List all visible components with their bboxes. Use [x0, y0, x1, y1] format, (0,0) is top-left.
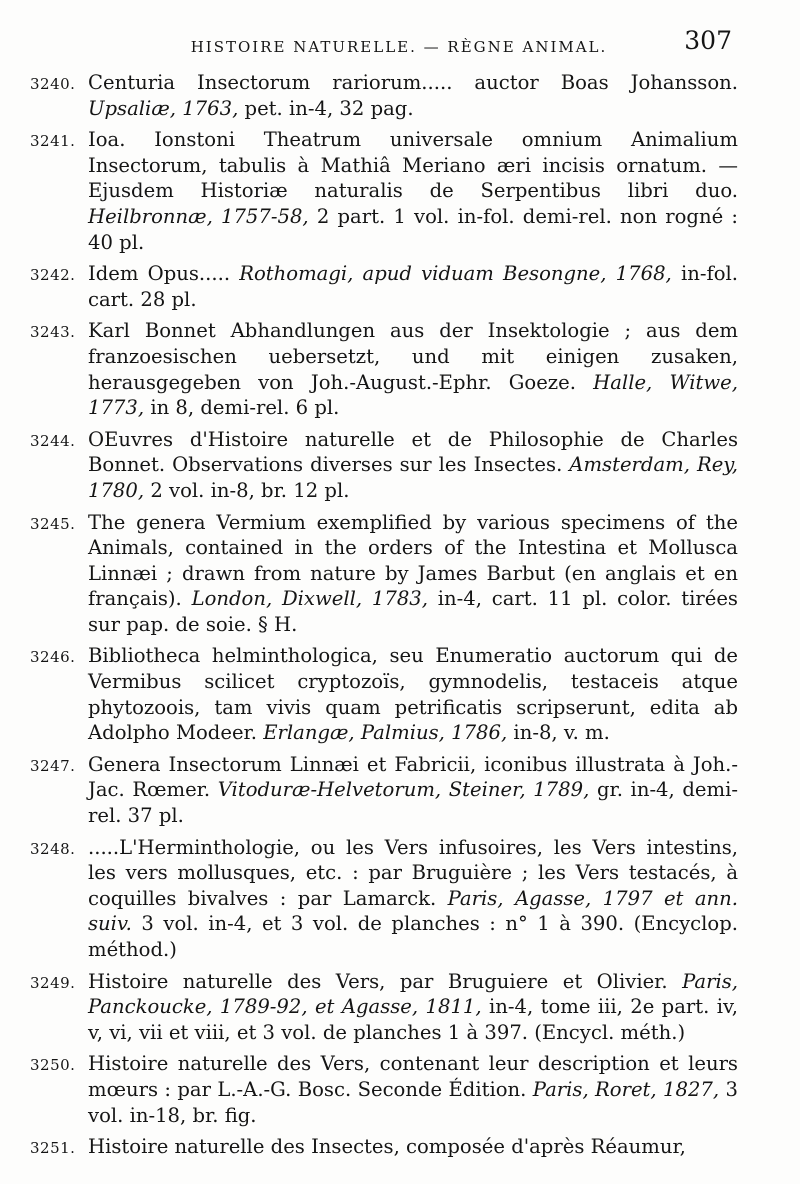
entry-format: in-fol. cart. 28 pl. — [88, 262, 738, 311]
catalogue-entry — [30, 643, 738, 745]
catalogue-entry — [30, 127, 738, 255]
entry-imprint: Halle, Witwe, 1773, — [88, 370, 739, 420]
catalogue-entry — [30, 1051, 738, 1128]
entry-number: 3241. — [30, 132, 76, 151]
catalogue-entry — [30, 70, 738, 121]
entry-text — [60, 1134, 738, 1160]
running-head — [60, 26, 738, 64]
catalogue-entry — [30, 318, 739, 420]
entry-format: gr. in-4, demi-rel. 37 pl. — [88, 778, 738, 828]
entry-imprint: Paris, Roret, 1827, — [532, 1077, 720, 1101]
entry-text — [60, 127, 738, 255]
entry-imprint: Paris, Panckoucke, 1789-92, et Agasse, 1811, — [88, 969, 738, 1019]
entry-title: Histoire naturelle des Vers, contenant leur description et leurs mœurs : par L.-A.-G. Bosc. Seconde Édition. — [88, 1052, 738, 1101]
entry-number: 3240. — [30, 75, 76, 93]
entry-number: 3246. — [30, 648, 76, 667]
entry-text — [60, 70, 738, 121]
entry-number: 3247. — [30, 756, 76, 775]
entry-number: 3243. — [30, 323, 76, 342]
entry-imprint: London, Dixwell, 1783, — [191, 587, 428, 611]
catalogue-entry — [30, 969, 739, 1046]
entry-text — [60, 835, 738, 963]
entry-number: 3249. — [30, 973, 76, 992]
entry-title: OEuvres d'Histoire naturelle et de Philosophie de Charles Bonnet. Observations diverses sur les Insectes. — [88, 427, 738, 477]
entry-imprint: Paris, Agasse, 1797 et ann. suiv. — [88, 886, 738, 936]
catalogue-entry — [30, 261, 738, 312]
entry-number: 3245. — [30, 514, 76, 533]
entry-text — [60, 969, 738, 1046]
catalogue-entry — [30, 835, 738, 963]
entry-title: Idem Opus..... — [88, 262, 240, 286]
entry-number: 3250. — [30, 1056, 76, 1075]
catalogue-entry — [30, 427, 738, 504]
entry-text — [60, 1051, 738, 1128]
entry-imprint: Heilbronnæ, 1757-58, — [88, 204, 309, 228]
entry-imprint: Erlangæ, Palmius, 1786, — [263, 721, 508, 745]
entry-format: in-4, cart. 11 pl. color. tirées sur pap. de soie. § H. — [88, 587, 738, 636]
entry-title: The genera Vermium exemplified by various specimens of the Animals, contained in the orders of the Intestina et Mollusca Linnæi ; drawn from nature by James Barbut (en anglais et en français). — [88, 510, 738, 611]
entry-number: 3248. — [30, 839, 76, 858]
catalogue-entries — [30, 70, 739, 1160]
entry-number: 3244. — [30, 431, 76, 450]
entry-imprint: Rothomagi, apud viduam Besongne, 1768, — [239, 262, 672, 286]
entry-text — [60, 261, 738, 312]
page-number: 307 — [684, 26, 732, 55]
entry-format: in-8, v. m. — [507, 721, 610, 745]
entry-title: Karl Bonnet Abhandlungen aus der Insektologie ; aus dem franzoesischen uebersetzt, und mit einigen zusaken, herausgegeben von Joh.-August.-Ephr. Goeze. — [88, 319, 738, 394]
entry-format: pet. in-4, 32 pag. — [238, 96, 414, 120]
entry-title: Ioa. Ionstoni Theatrum universale omnium Animalium Insectorum, tabulis à Mathiâ Meriano æri incisis ornatum. — Ejusdem Historiæ naturalis de Serpentibus libri duo. — [88, 128, 738, 203]
catalogue-entry — [30, 752, 738, 829]
entry-text — [60, 510, 738, 638]
entry-format: 2 part. 1 vol. in-fol. demi-rel. non rogné : 40 pl. — [88, 204, 738, 254]
catalogue-entry — [30, 510, 738, 638]
entry-title: Histoire naturelle des Vers, par Bruguiere et Olivier. — [88, 969, 683, 993]
entry-format: 3 vol. in-4, et 3 vol. de planches : n° 1 à 390. (Encyclop. méthod.) — [88, 912, 738, 961]
running-title: HISTOIRE NATURELLE. — RÈGNE ANIMAL. — [190, 38, 608, 56]
entry-title: Histoire naturelle des Insectes, composée d'après Réaumur, — [88, 1135, 686, 1159]
entry-format: 3 vol. in-18, br. fig. — [88, 1077, 738, 1127]
entry-title: Bibliotheca helminthologica, seu Enumeratio auctorum qui de Vermibus scilicet cryptozoïs, gymnodelis, testaceis atque phytozoois, tam vivis quam petrificatis scripserunt, edita ab Adolpho Modeer. — [88, 644, 738, 745]
entry-title: Genera Insectorum Linnæi et Fabricii, iconibus illustrata à Joh.-Jac. Rœmer. — [88, 752, 738, 802]
entry-text — [60, 752, 738, 829]
entry-number: 3251. — [30, 1139, 76, 1158]
entry-title: .....L'Herminthologie, ou les Vers infusoires, les Vers intestins, les vers mollusques, etc. : par Bruguière ; les Vers testacés, à coquilles bivalves : par Lamarck. — [88, 835, 738, 910]
entry-imprint: Amsterdam, Rey, 1780, — [88, 453, 738, 502]
entry-format: in 8, demi-rel. 6 pl. — [144, 396, 340, 420]
entry-format: 2 vol. in-8, br. 12 pl. — [144, 478, 350, 502]
entry-text — [60, 643, 738, 745]
entry-title: Centuria Insectorum rariorum..... auctor Boas Johansson. — [88, 71, 738, 94]
entry-imprint: Vitoduræ-Helvetorum, Steiner, 1789, — [217, 778, 590, 802]
entry-format: in-4, tome iii, 2e part. iv, v, vi, vii et viii, et 3 vol. de planches 1 à 397. (Encycl. méth.) — [88, 995, 739, 1044]
entry-number: 3242. — [30, 266, 76, 285]
entry-text — [60, 427, 738, 504]
catalogue-entry — [30, 1134, 738, 1160]
entry-text — [60, 318, 738, 420]
entry-imprint: Upsaliæ, 1763, — [88, 96, 239, 120]
